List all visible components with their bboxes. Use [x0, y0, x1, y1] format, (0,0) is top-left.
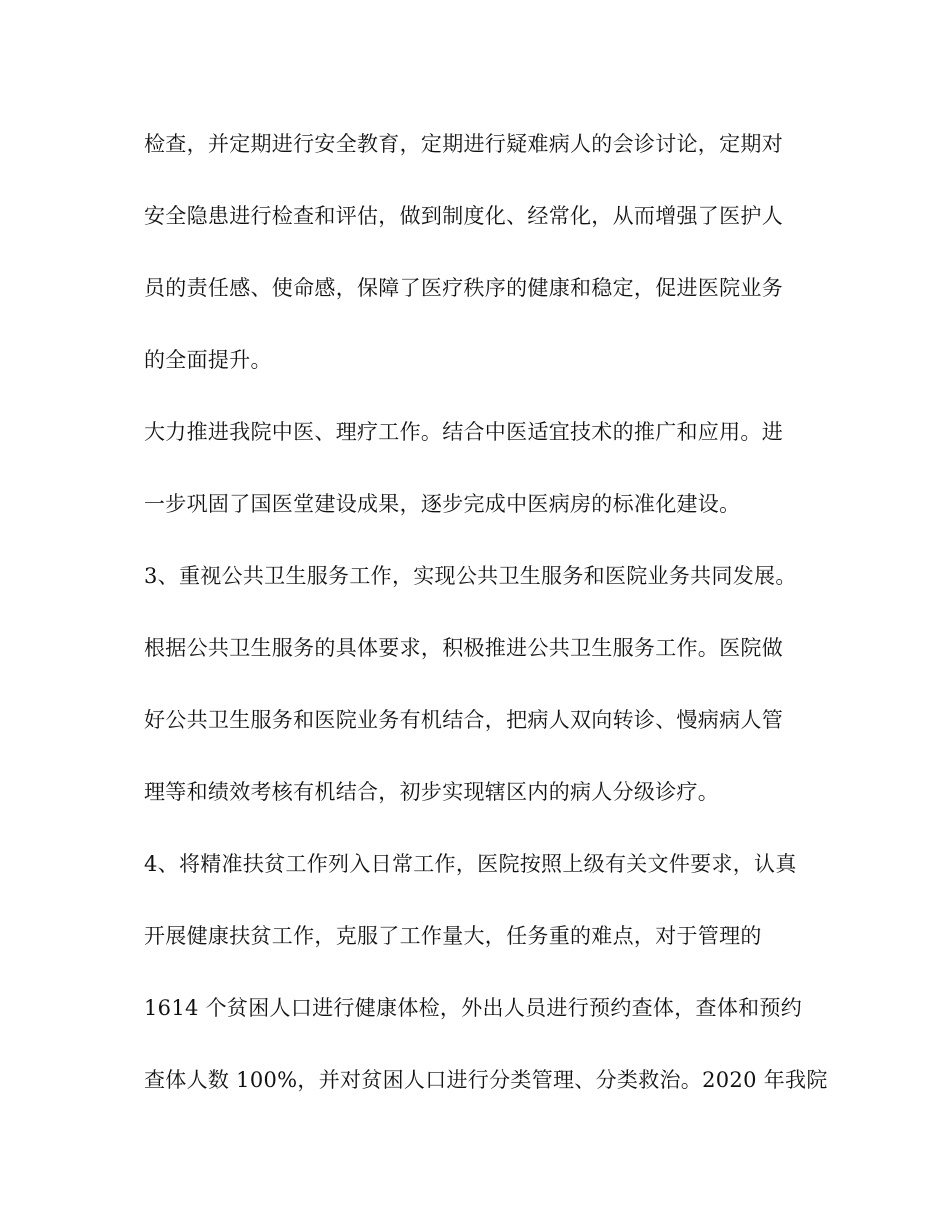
text-line: 检查，并定期进行安全教育，定期进行疑难病人的会诊讨论，定期对 [144, 132, 783, 156]
text-line: 大力推进我院中医、理疗工作。结合中医适宜技术的推广和应用。进 [144, 420, 783, 444]
text-line: 开展健康扶贫工作，克服了工作量大，任务重的难点，对于管理的 [144, 924, 762, 948]
text-line: 1614 个贫困人口进行健康体检，外出人员进行预约查体，查体和预约 [144, 996, 803, 1020]
text-line: 好公共卫生服务和医院业务有机结合，把病人双向转诊、慢病病人管 [144, 708, 783, 732]
text-line: 一步巩固了国医堂建设成果，逐步完成中医病房的标准化建设。 [144, 492, 741, 516]
text-line: 查体人数 100%，并对贫困人口进行分类管理、分类救治。2020 年我院 [144, 1068, 828, 1092]
text-line: 安全隐患进行检查和评估，做到制度化、经常化，从而增强了医护人 [144, 204, 783, 228]
text-line: 3、重视公共卫生服务工作，实现公共卫生服务和医院业务共同发展。 [144, 564, 797, 588]
text-line: 4、将精准扶贫工作列入日常工作，医院按照上级有关文件要求，认真 [144, 852, 797, 876]
text-line: 理等和绩效考核有机结合，初步实现辖区内的病人分级诊疗。 [144, 780, 720, 804]
text-line: 员的责任感、使命感，保障了医疗秩序的健康和稳定，促进医院业务 [144, 276, 783, 300]
text-line: 根据公共卫生服务的具体要求，积极推进公共卫生服务工作。医院做 [144, 636, 783, 660]
text-line: 的全面提升。 [144, 348, 272, 372]
